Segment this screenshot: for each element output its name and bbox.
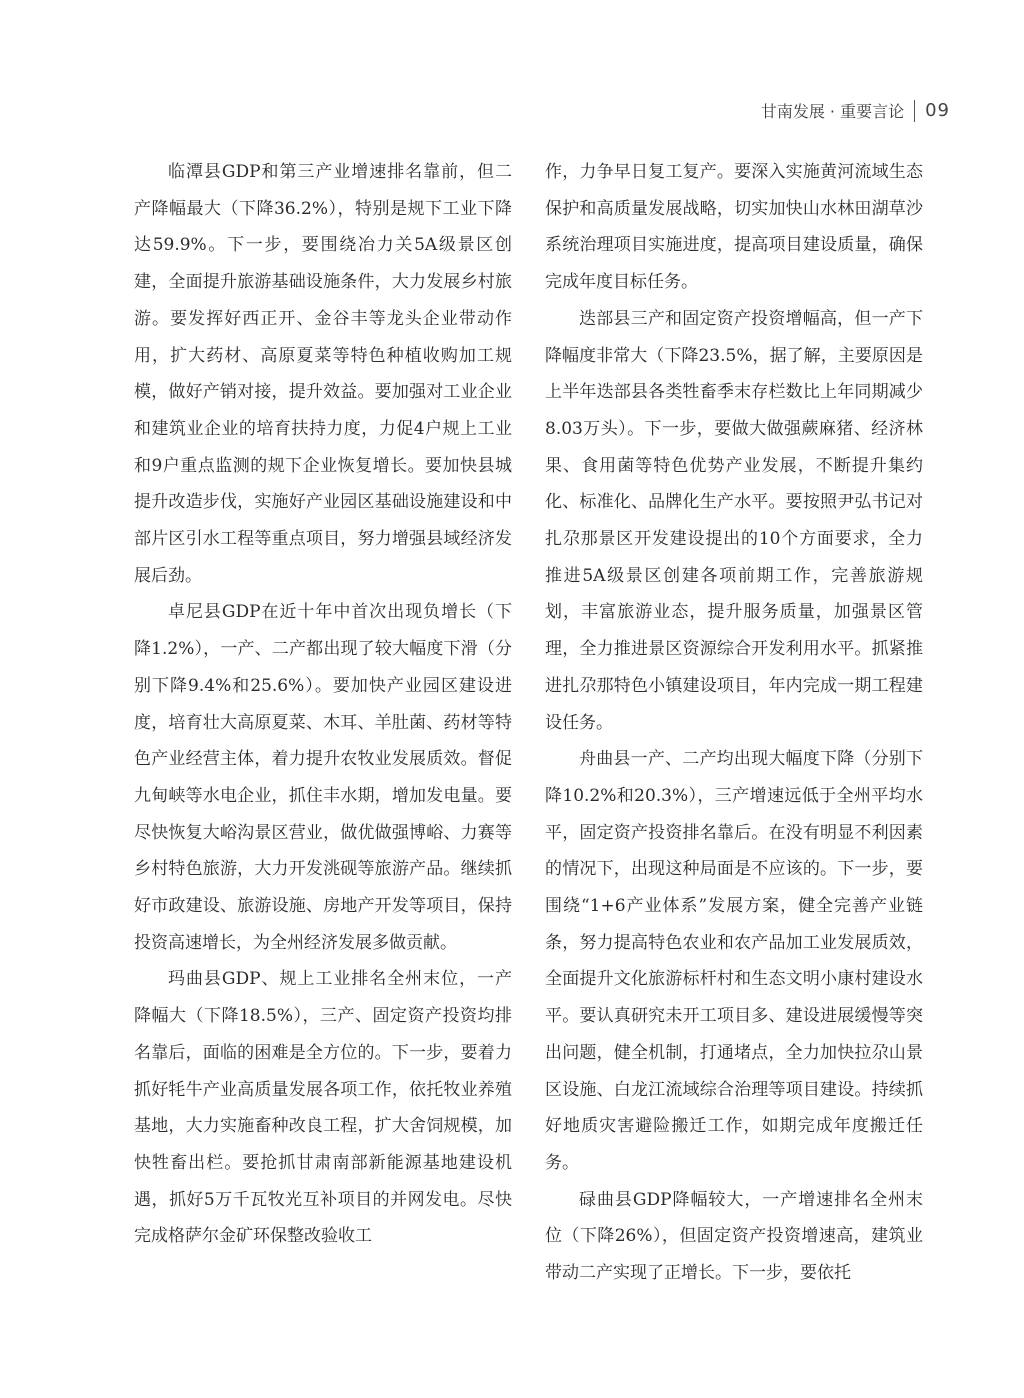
paragraph-zhuoni: 卓尼县GDP在近十年中首次出现负增长（下降1.2%），一产、二产都出现了较大幅度下滑（分别下降9.4%和25.6%）。要加快产业园区建设进度，培育壮大高原夏菜、木耳、羊肚菌、药材等特色产业经营主体，着力提升农牧业发展质效。督促九甸峡等水电企业，抓住丰水期，增加发电量。要尽快恢复大峪沟景区营业，做优做强博峪、力赛等乡村特色旅游，大力开发洮砚等旅游产品。继续抓好市政建设、旅游设施、房地产开发等项目，保持投资高速增长，为全州经济发展多做贡献。 [134,602,512,953]
paragraph-luqu: 碌曲县GDP降幅较大，一产增速排名全州末位（下降26%），但固定资产投资增速高，建筑业带动二产实现了正增长。下一步，要依托 [545,1189,923,1284]
paragraph-maqu: 玛曲县GDP、规上工业排名全州末位，一产降幅大（下降18.5%），三产、固定资产投资均排名靠后，面临的困难是全方位的。下一步，要着力抓好牦牛产业高质量发展各项工作，依托牧业养殖基地，大力实施畜种改良工程，扩大舍饲规模，加快牲畜出栏。要抢抓甘肃南部新能源基地建设机遇，抓好5万千瓦牧光互补项目的并网发电。尽快完成格萨尔金矿环保整改验收工 [134,969,512,1247]
paragraph-diebu: 迭部县三产和固定资产投资增幅高，但一产下降幅度非常大（下降23.5%，据了解，主要原因是上半年迭部县各类牲畜季末存栏数比上年同期减少8.03万头）。下一步，要做大做强蕨麻猪、经济林果、食用菌等特色优势产业发展，不断提升集约化、标准化、品牌化生产水平。要按照尹弘书记对扎尕那景区开发建设提出的10个方面要求，全力推进5A级景区创建各项前期工作，完善旅游规划，丰富旅游业态，提升服务质量，加强景区管理，全力推进景区资源综合开发利用水平。抓紧推进扎尕那特色小镇建设项目，年内完成一期工程建设任务。 [545,308,923,733]
paragraph-maqu-continued: 作，力争早日复工复产。要深入实施黄河流域生态保护和高质量发展战略，切实加快山水林田湖草沙系统治理项目实施进度，提高项目建设质量，确保完成年度目标任务。 [545,162,923,293]
left-column [134,154,512,1255]
right-column [545,154,923,1292]
paragraph-lintan: 临潭县GDP和第三产业增速排名靠前，但二产降幅最大（下降36.2%），特别是规下工业下降达59.9%。下一步，要围绕冶力关5A级景区创建，全面提升旅游基础设施条件，大力发展乡村旅游。要发挥好西正开、金谷丰等龙头企业带动作用，扩大药材、高原夏菜等特色种植收购加工规模，做好产销对接，提升效益。要加强对工业企业和建筑业企业的培育扶持力度，力促4户规上工业和9户重点监测的规下企业恢复增长。要加快县城提升改造步伐，实施好产业园区基础设施建设和中部片区引水工程等重点项目，努力增强县域经济发展后劲。 [134,162,512,586]
paragraph-zhouqu: 舟曲县一产、二产均出现大幅度下降（分别下降10.2%和20.3%），三产增速远低于全州平均水平，固定资产投资排名靠后。在没有明显不利因素的情况下，出现这种局面是不应该的。下一步，要围绕“1+6产业体系”发展方案，健全完善产业链条，努力提高特色农业和农产品加工业发展质效，全面提升文化旅游标杆村和生态文明小康村建设水平。要认真研究未开工项目多、建设进展缓慢等突出问题，健全机制，打通堵点，全力加快拉尕山景区设施、白龙江流域综合治理等项目建设。持续抓好地质灾害避险搬迁工作，如期完成年度搬迁任务。 [545,749,923,1173]
section-title: 甘南发展 · 重要言论 [760,102,905,121]
page-number: 09 [925,100,950,121]
page-header [761,99,950,122]
header-divider [914,100,915,122]
